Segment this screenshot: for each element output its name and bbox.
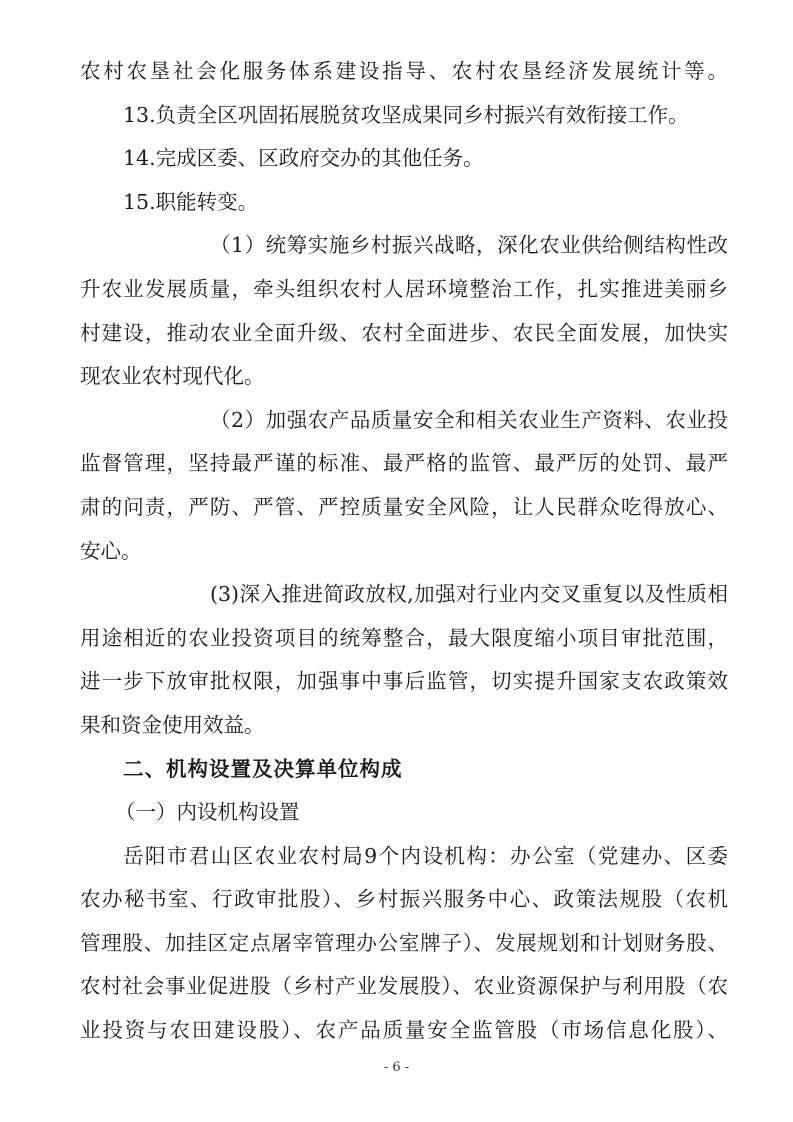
list-item-13: 13.负责全区巩固拓展脱贫攻坚成果同乡村振兴有效衔接工作。 <box>123 102 689 127</box>
document-body <box>80 50 728 1053</box>
paragraph-line: （1）统筹实施乡村振兴战略，深化农业供给侧结构性改 <box>210 233 728 258</box>
paragraph-line: 村建设，推动农业全面升级、农村全面进步、农民全面发展，加快实 <box>80 320 728 345</box>
page-number: - 6 - <box>383 1060 410 1075</box>
paragraph-line: 业投资与农田建设股）、农产品质量安全监管股（市场信息化股）、 <box>80 1018 728 1043</box>
paragraph-line: 用途相近的农业投资项目的统筹整合，最大限度缩小项目审批范围， <box>80 625 728 650</box>
list-item-15: 15.职能转变。 <box>123 189 259 214</box>
section-heading: 二、机构设置及决算单位构成 <box>123 756 403 781</box>
paragraph-line: 管理股、加挂区定点屠宰管理办公室牌子）、发展规划和计划财务股、 <box>80 930 728 955</box>
list-item-14: 14.完成区委、区政府交办的其他任务。 <box>123 146 484 171</box>
paragraph-line: 农村社会事业促进股（乡村产业发展股）、农业资源保护与利用股（农 <box>80 974 728 999</box>
paragraph-line: 肃的问责，严防、严管、严控质量安全风险，让人民群众吃得放心、 <box>80 494 728 519</box>
paragraph-line: 农办秘书室、行政审批股）、乡村振兴服务中心、政策法规股（农机 <box>80 887 728 912</box>
paragraph-line: 安心。 <box>80 538 142 563</box>
paragraph-line: （2）加强农产品质量安全和相关农业生产资料、农业投 <box>210 407 728 432</box>
paragraph-line: 岳阳市君山区农业农村局9个内设机构：办公室（党建办、区委 <box>123 843 728 868</box>
paragraph-line: (3)深入推进简政放权,加强对行业内交叉重复以及性质相 <box>210 582 728 607</box>
paragraph-line: 进一步下放审批权限，加强事中事后监管，切实提升国家支农政策效 <box>80 669 728 694</box>
paragraph-line: 监督管理，坚持最严谨的标准、最严格的监管、最严厉的处罚、最严 <box>80 451 728 476</box>
subsection-heading: （一）内设机构设置 <box>115 800 300 825</box>
paragraph-line: 现农业农村现代化。 <box>80 364 265 389</box>
paragraph-line: 果和资金使用效益。 <box>80 712 265 737</box>
paragraph-line: 农村农垦社会化服务体系建设指导、农村农垦经济发展统计等。 <box>80 59 728 83</box>
paragraph-line: 升农业发展质量，牵头组织农村人居环境整治工作，扎实推进美丽乡 <box>80 276 728 301</box>
